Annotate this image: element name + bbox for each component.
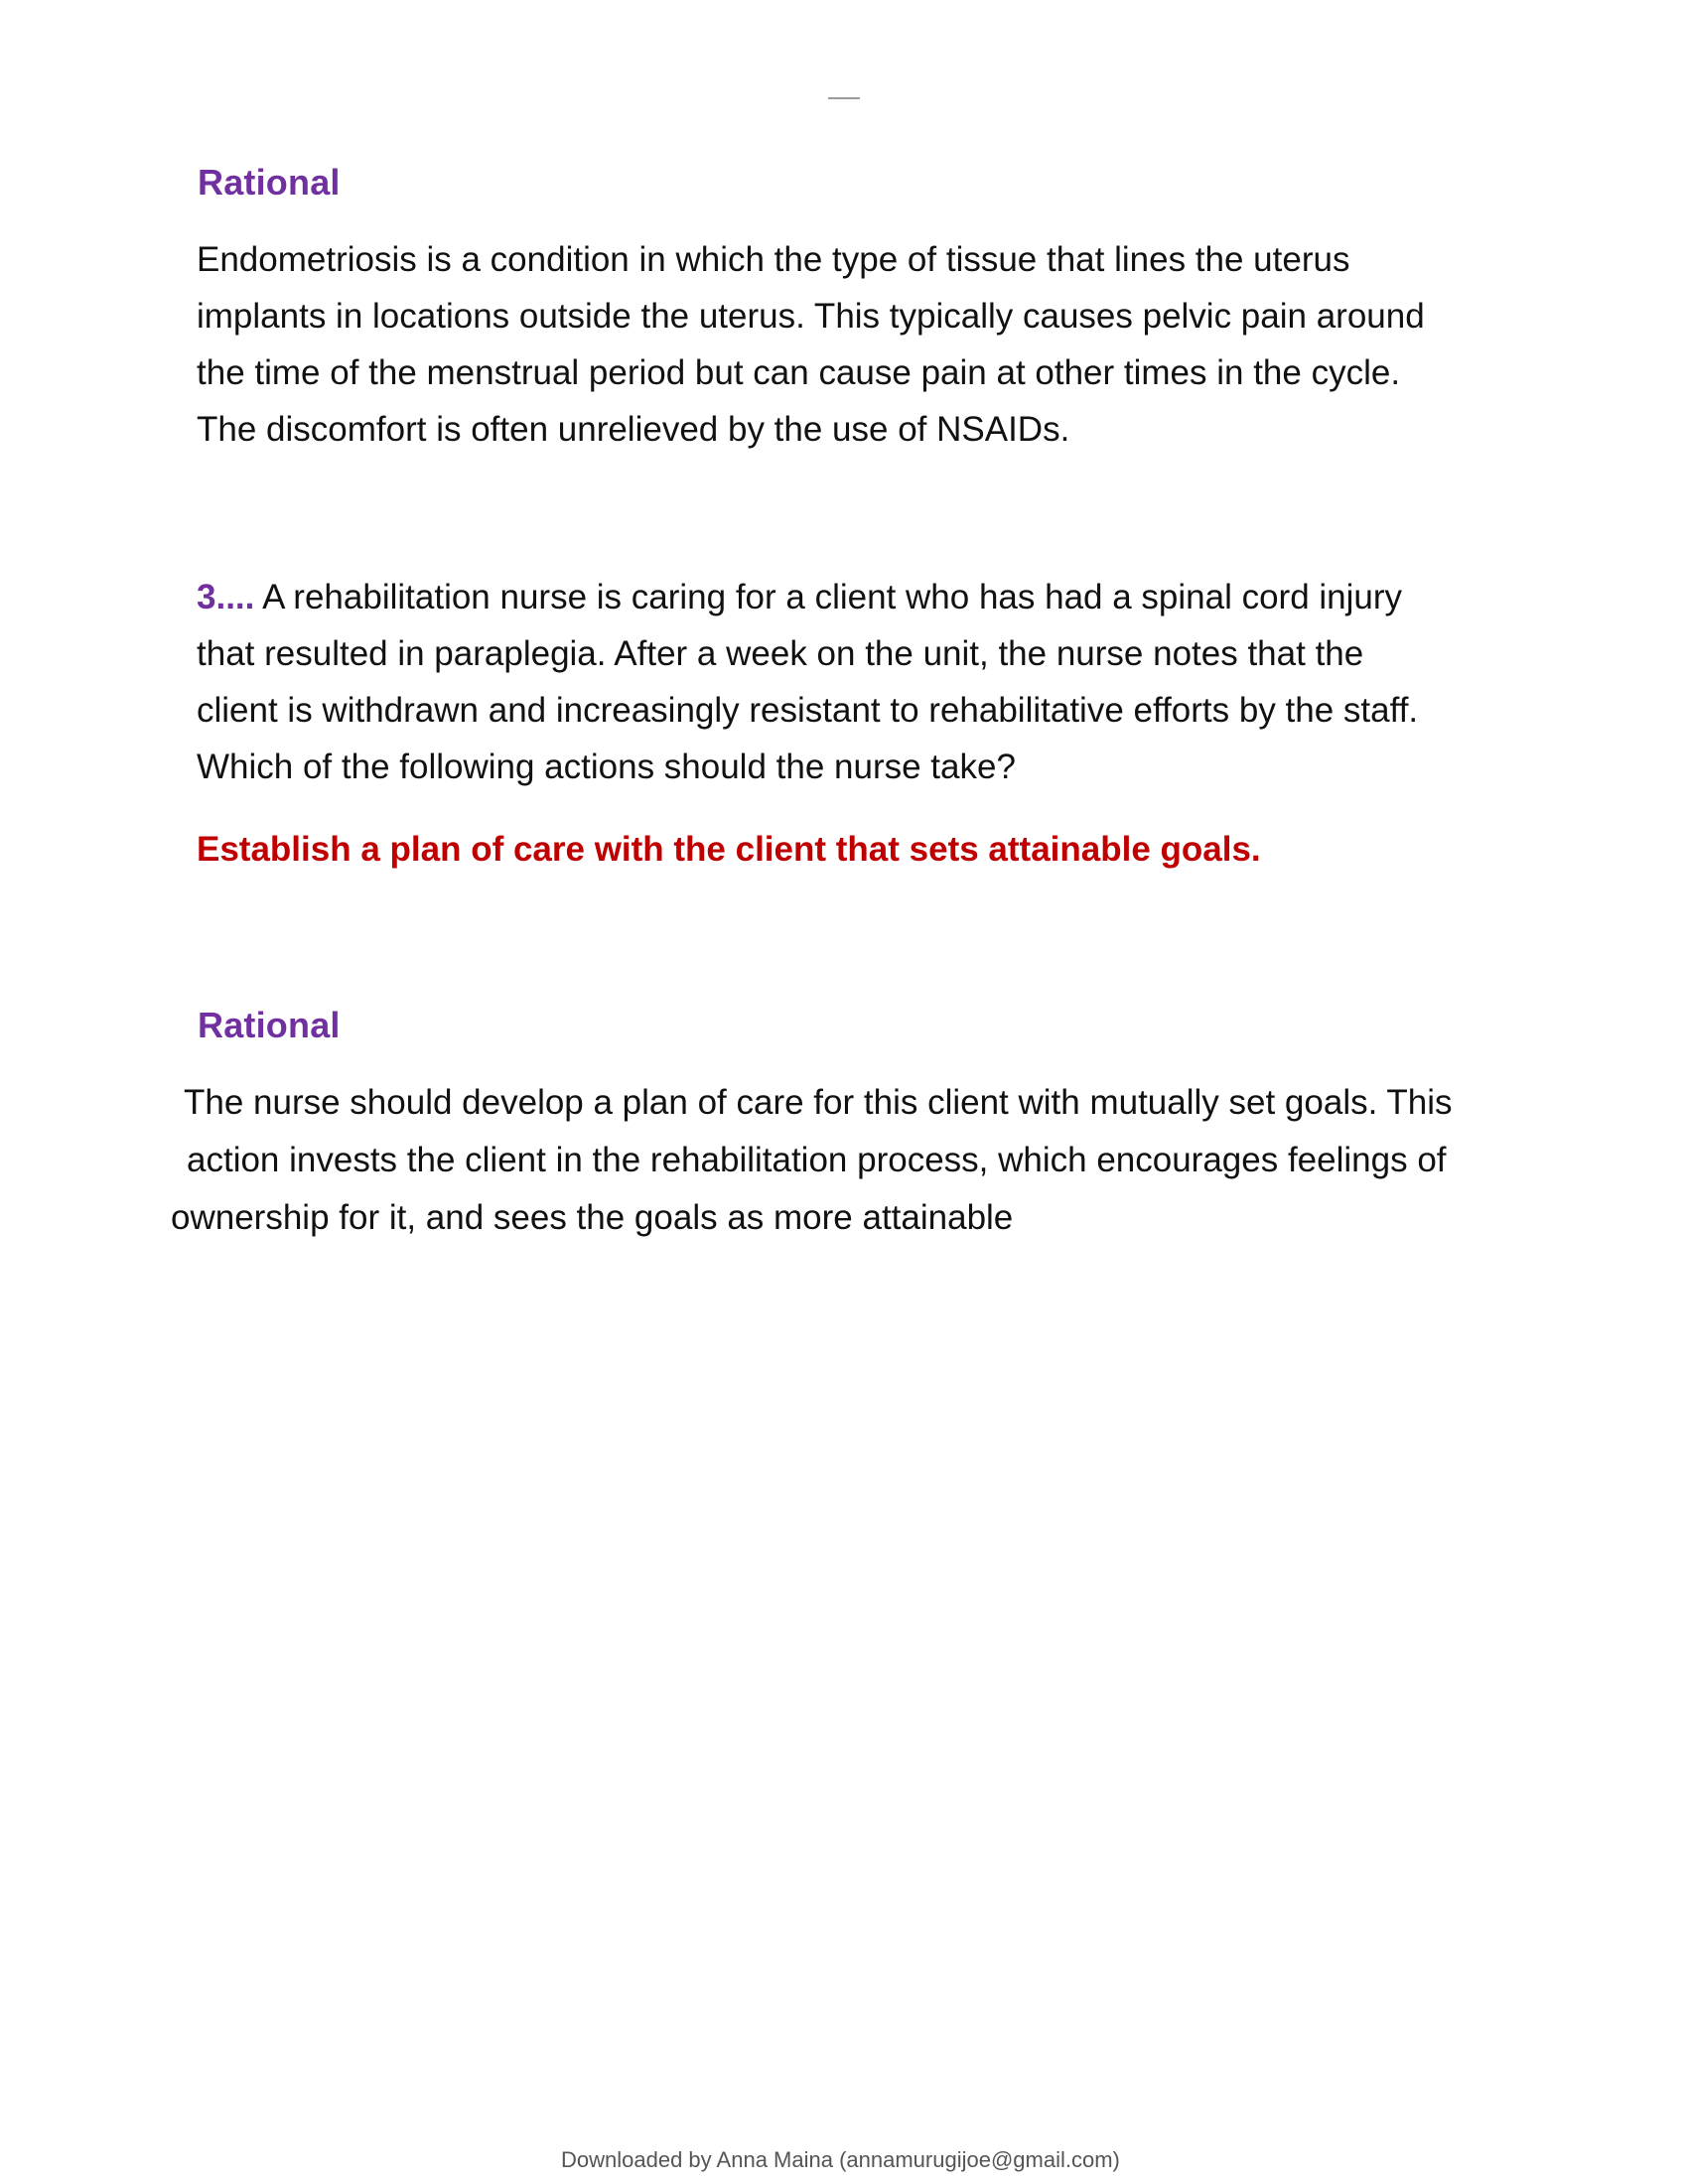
rational-heading-1: Rational bbox=[198, 162, 341, 203]
download-footer: Downloaded by Anna Maina (annamurugijoe@gmail.com) bbox=[561, 2147, 1120, 2172]
paragraph-line: Endometriosis is a condition in which the type of tissue that lines the uterus bbox=[197, 240, 1350, 279]
question-text: A rehabilitation nurse is caring for a client who has had a spinal cord injury bbox=[262, 578, 1403, 616]
paragraph-line: The nurse should develop a plan of care for this client with mutually set goals. This bbox=[184, 1083, 1453, 1122]
paragraph-line: the time of the menstrual period but can cause pain at other times in the cycle. bbox=[197, 353, 1401, 392]
question-line-first bbox=[197, 569, 1418, 625]
question-block bbox=[197, 569, 1418, 795]
paragraph-line: ownership for it, and sees the goals as more attainable bbox=[171, 1198, 1014, 1237]
question-line: Which of the following actions should the nurse take? bbox=[197, 748, 1016, 786]
paragraph-line: action invests the client in the rehabilitation process, which encourages feelings of bbox=[187, 1141, 1447, 1179]
rationale-paragraph-1 bbox=[197, 231, 1425, 458]
question-number: 3.... bbox=[197, 578, 255, 616]
answer-text: Establish a plan of care with the client that sets attainable goals. bbox=[197, 830, 1261, 869]
rational-heading-2: Rational bbox=[198, 1005, 341, 1045]
rationale-paragraph-2 bbox=[171, 1074, 1453, 1247]
header-mark bbox=[828, 97, 860, 99]
question-line: that resulted in paraplegia. After a week on the unit, the nurse notes that the bbox=[197, 634, 1364, 673]
paragraph-line: The discomfort is often unrelieved by the use of NSAIDs. bbox=[197, 410, 1070, 449]
question-line: client is withdrawn and increasingly resistant to rehabilitative efforts by the staff. bbox=[197, 691, 1419, 730]
paragraph-line: implants in locations outside the uterus. This typically causes pelvic pain around bbox=[197, 297, 1425, 336]
